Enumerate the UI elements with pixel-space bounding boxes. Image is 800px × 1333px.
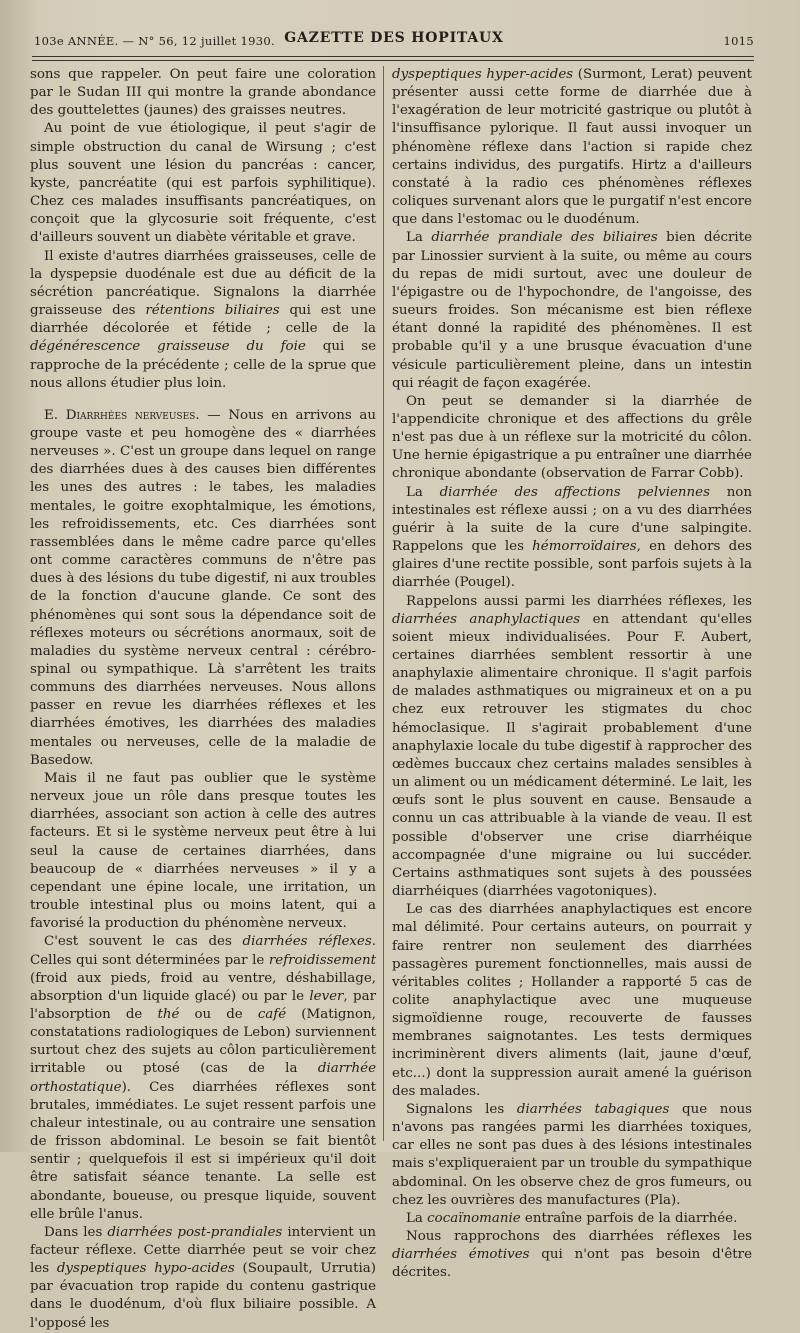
- header-rule-bottom: [32, 60, 754, 61]
- header-issue-info: 103e ANNÉE. — N° 56, 12 juillet 1930.: [34, 34, 275, 48]
- right-column: [392, 66, 753, 1281]
- running-header: [34, 30, 754, 52]
- paragraph: La diarrhée prandiale des biliaires bien décrite par Linossier survient à la suite, ou même au cours du repas de midi surtout, avec une douleur de l'épigastre ou de l'hypochondre, de l'angoisse, des sueurs froides. Son mécanisme est bien réflexe étant donné la rapidité des phénomènes. Il est probable qu'il y a une brusque évacuation d'une vésicule particulièrement pleine, dans un intestin qui réagit de façon exagérée.: [392, 230, 753, 391]
- section-paragraph: E. Diarrhées nerveuses. — Nous en arrivons au groupe vaste et peu homogène des « diarrhées nerveuses ». C'est un groupe dans lequel on range des diarrhées dues à des causes bien différentes les unes des autres : le tabes, les maladies mentales, le goitre exophtalmique, les émotions, les refroidissements, etc. Ces diarrhées sont rassemblées dans le même cadre parce qu'elles ont comme caractères communs de n'être pas dues à des lésions du tube digestif, ni aux troubles de la fonction d'aucune glande. Ce sont des phénomènes qui sont sous la dépendance soit de réflexes moteurs ou sécrétions anormaux, soit de maladies du système nerveux central : cérébro-spinal ou sympathique. Là s'arrêtent les traits communs des diarrhées nerveuses. Nous allons passer en revue les diarrhées réflexes et les diarrhées émotives, les diarrhées des maladies mentales ou nerveuses, celle de la maladie de Basedow.: [30, 407, 376, 768]
- paragraph: Signalons les diarrhées tabagiques que nous n'avons pas rangées parmi les diarrhées toxiques, car elles ne sont pas dues à des lésions intestinales mais s'expliqueraient par un trouble du sympathique abdominal. On les observe chez de gros fumeurs, ou chez les ouvrières des manufactures (Pla).: [392, 1101, 753, 1208]
- left-column: [30, 66, 376, 1331]
- paragraph: Rappelons aussi parmi les diarrhées réflexes, les diarrhées anaphylactiques en attendant qu'elles soient mieux individualisées. Pour F. Aubert, certaines diarrhées semblent ressortir à une anaphylaxie alimentaire chronique. Il s'agit parfois de malades asthmatiques ou migraineux et on a pu chez eux retrouver les stigmates du choc hémoclasique. Il s'agirait probablement d'une anaphylaxie locale du tube digestif à rapprocher des œdèmes buccaux chez certains malades sensibles à un aliment ou un médicament déterminé. Le lait, les œufs sont le plus souvent en cause. Bensaude a connu un cas attribuable à la viande de veau. Il est possible d'observer une crise diarrhéique accompagnée d'une migraine ou lui succéder. Certains asthmatiques sont sujets à des poussées diarrhéiques (diarrhées vagotoniques).: [392, 593, 753, 900]
- paragraph: Le cas des diarrhées anaphylactiques est encore mal délimité. Pour certains auteurs, on pourrait y faire rentrer non seulement des diarrhées passagères purement fonctionnelles, mais aussi de véritables colites ; Hollander a rapporté 5 cas de colite anaphylactique avec une muqueuse sigmoïdienne rouge, recouverte de fausses membranes saignotantes. Les tests dermiques incriminèrent divers aliments (lait, jaune d'œuf, etc...) dont la suppression aurait amené la guérison des malades.: [392, 902, 752, 1099]
- header-rule-top: [32, 56, 754, 57]
- section-heading: E. Diarrhées nerveuses.: [44, 407, 200, 423]
- header-page-number: 1015: [723, 34, 754, 48]
- paragraph: dyspeptiques hyper-acides (Surmont, Lerat) peuvent présenter aussi cette forme de diarrhée due à l'exagération de leur motricité gastrique ou plutôt à l'insuffisance pylorique. Il faut aussi invoquer un phénomène réflexe dans l'action si rapide chez certains individus, des purgatifs. Hirtz a d'ailleurs constaté à la radio ces phénomènes réflexes coliques survenant alors que le purgatif n'est encore que dans l'estomac ou le duodénum.: [392, 67, 752, 228]
- paragraph: Nous rapprochons des diarrhées réflexes les diarrhées émotives qui n'ont pas besoin d'être décrites.: [392, 1229, 752, 1281]
- paragraph: sons que rappeler. On peut faire une coloration par le Sudan III qui montre la grande abondance des gouttelettes (jaunes) des graisses neutres.: [30, 67, 376, 119]
- paragraph: La diarrhée des affections pelviennes non intestinales est réflexe aussi ; on a vu des diarrhées guérir à la suite de la cure d'une salpingite. Rappelons que les hémorroïdaires, en dehors des glaires d'une rectite possible, sont parfois sujets à la diarrhée (Pougel).: [392, 484, 752, 591]
- paragraph: La cocaïnomanie entraîne parfois de la diarrhée.: [406, 1210, 738, 1226]
- paragraph: Mais il ne faut pas oublier que le système nerveux joue un rôle dans presque toutes les diarrhées, associant son action à celle des autres facteurs. Et si le système nerveux peut être à lui seul la cause de certaines diarrhées, dans beaucoup de « diarrhées nerveuses » il y a cependant une épine locale, une irritation, un trouble intestinal plus ou moins latent, qui a favorisé la production du phénomène nerveux.: [30, 770, 376, 932]
- paragraph: On peut se demander si la diarrhée de l'appendicite chronique et des affections du grêle n'est pas due à un réflexe sur la motricité du côlon. Une hernie épigastrique a pu entraîner une diarrhée chronique abondante (observation de Farrar Cobb).: [392, 393, 752, 482]
- paragraph: Au point de vue étiologique, il peut s'agir de simple obstruction du canal de Wirsung ; c'est plus souvent une lésion du pancréas : cancer, kyste, pancréatite (qui est parfois syphilitique). Chez ces malades insuffisants pancréatiques, on conçoit que la glycosurie soit fréquente, c'est d'ailleurs souvent un diabète véritable et grave.: [30, 121, 376, 246]
- paragraph: Il existe d'autres diarrhées graisseuses, celle de la dyspepsie duodénale est due au déficit de la sécrétion pancréatique. Signalons la diarrhée graisseuse des rétentions biliaires qui est une diarrhée décolorée et fétide ; celle de la dégénérescence graisseuse du foie qui se rapproche de la précédente ; celle de la sprue que nous allons étudier plus loin.: [30, 248, 376, 391]
- column-divider: [383, 66, 384, 1141]
- paragraph: C'est souvent le cas des diarrhées réflexes. Celles qui sont déterminées par le refroidissement (froid aux pieds, froid au ventre, déshabillage, absorption d'un liquide glacé) ou par le lever, par l'absorption de thé ou de café (Matignon, constatations radiologiques de Lebon) surviennent surtout chez des sujets au côlon particulièrement irritable ou ptosé (cas de la diarrhée orthostatique). Ces diarrhées réflexes sont brutales, immédiates. Le sujet ressent parfois une chaleur intestinale, ou au contraire une sensation de frisson abdominal. Le besoin se fait bientôt sentir ; quelquefois il est si impérieux qu'il doit être satisfait séance tenante. La selle est abondante, boueuse, ou presque liquide, souvent elle brûle l'anus.: [30, 934, 376, 1222]
- paragraph: Dans les diarrhées post-prandiales intervient un facteur réflexe. Cette diarrhée peut se voir chez les dyspeptiques hypo-acides (Soupault, Urrutia) par évacuation trop rapide du contenu gastrique dans le duodénum, d'où flux biliaire possible. A l'opposé les: [30, 1224, 376, 1331]
- header-journal-title: GAZETTE DES HOPITAUX: [284, 30, 504, 46]
